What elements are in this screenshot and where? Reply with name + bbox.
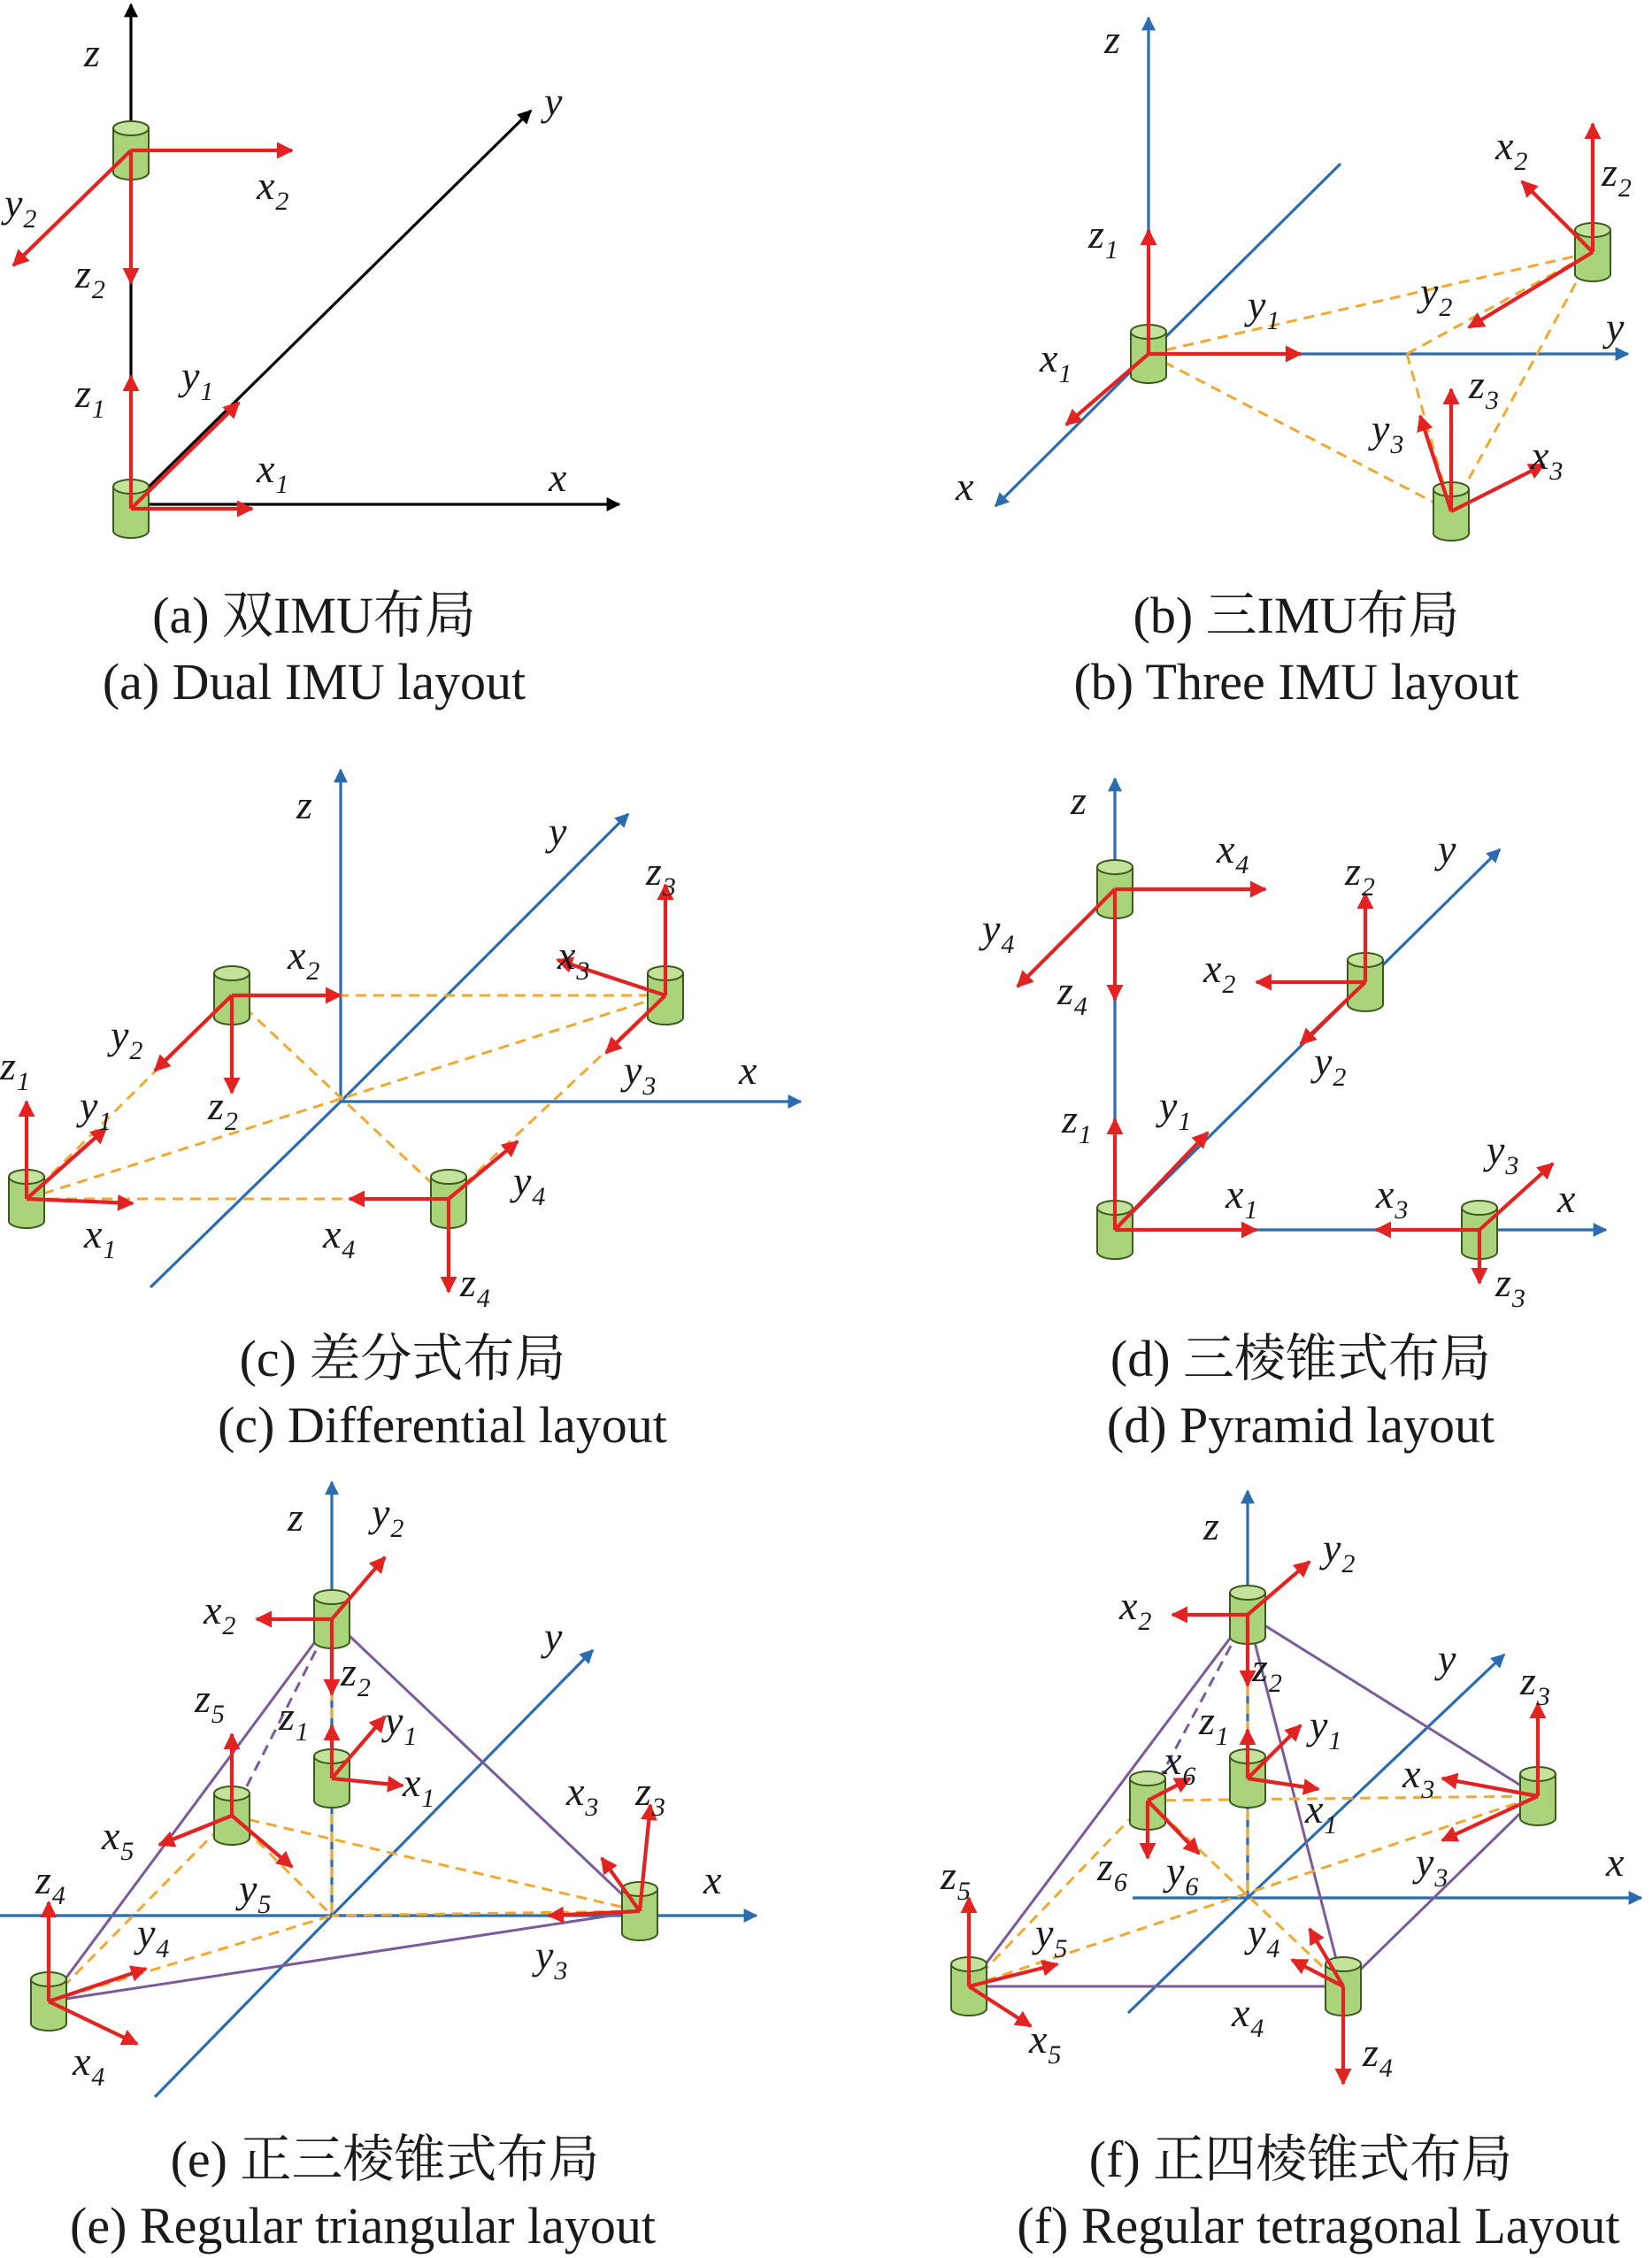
panel-f-y-label: y bbox=[1438, 1636, 1456, 1681]
panel-e-y1-arrow bbox=[332, 1717, 385, 1778]
panel-e-caption-en: (e) Regular triangular layout bbox=[70, 2197, 656, 2254]
panel-a-x1-label: $x_1$ bbox=[257, 446, 289, 499]
link-lines-layer bbox=[27, 252, 1593, 2001]
panel-d-x-label: x bbox=[1557, 1176, 1576, 1221]
panel-d-y4-label: $y_4$ bbox=[982, 906, 1015, 959]
global-axes-layer bbox=[0, 4, 1641, 2097]
panel-c-y1-label: $y_1$ bbox=[80, 1083, 112, 1136]
panel-e-y2-arrow bbox=[332, 1557, 385, 1619]
panel-d-x3-label: $x_3$ bbox=[1376, 1171, 1409, 1225]
panel-c-x4-label: $x_4$ bbox=[323, 1211, 356, 1264]
panel-e-x-label: x bbox=[703, 1857, 722, 1902]
panel-f-z5-label: $z_5$ bbox=[941, 1853, 971, 1906]
panel-c-y1-arrow bbox=[27, 1128, 106, 1199]
panel-a-caption-cn: (a) 双IMU布局 bbox=[152, 587, 476, 644]
panel-d-caption-en: (d) Pyramid layout bbox=[1106, 1396, 1495, 1454]
panel-f-y-axis bbox=[1248, 1655, 1504, 1898]
panel-c-y-axis-neg bbox=[150, 1102, 341, 1287]
panel-e-y2-label: $y_2$ bbox=[372, 1490, 404, 1543]
panel-d-y3-label: $y_3$ bbox=[1487, 1127, 1519, 1180]
panel-b-caption-cn: (b) 三IMU布局 bbox=[1133, 587, 1460, 644]
panel-b-z3-label: $z_3$ bbox=[1469, 362, 1499, 415]
panel-e-y3-label: $y_3$ bbox=[535, 1932, 568, 1985]
panel-c-y-label: y bbox=[549, 809, 567, 854]
panel-c-z4-label: $z_4$ bbox=[460, 1260, 490, 1313]
panel-e-y5-label: $y_5$ bbox=[239, 1866, 272, 1919]
panel-e-x2-label: $x_2$ bbox=[204, 1587, 236, 1640]
panel-c-z3-label: $z_3$ bbox=[646, 849, 676, 902]
panel-f-link-63 bbox=[1148, 1796, 1538, 1801]
panel-f-x-label: x bbox=[1606, 1839, 1625, 1885]
panel-e-x4-label: $x_4$ bbox=[73, 2039, 105, 2092]
panel-b-x1-arrow bbox=[1066, 354, 1149, 425]
panel-f-x6-label: $x_6$ bbox=[1164, 1738, 1196, 1791]
panel-c-caption-en: (c) Differential layout bbox=[218, 1396, 667, 1454]
panel-f-y1-label: $y_1$ bbox=[1310, 1702, 1342, 1755]
panel-f-x2-label: $x_2$ bbox=[1119, 1583, 1152, 1636]
panel-e-y4-label: $y_4$ bbox=[137, 1910, 170, 1963]
panel-f-x4-label: $x_4$ bbox=[1232, 1990, 1264, 2043]
panel-e-edge-a4 bbox=[49, 1619, 332, 2001]
panel-e-caption-cn: (e) 正三棱锥式布局 bbox=[170, 2131, 600, 2188]
panel-f-z1-label: $z_1$ bbox=[1199, 1698, 1229, 1751]
panel-b-y2-arrow bbox=[1469, 252, 1593, 327]
panel-c-y2-label: $y_2$ bbox=[111, 1012, 143, 1065]
panel-e-y1-label: $y_1$ bbox=[385, 1698, 418, 1751]
panel-d-x1-label: $x_1$ bbox=[1226, 1171, 1258, 1225]
panel-f-z6-label: $z_6$ bbox=[1097, 1844, 1127, 1897]
panel-f-x3-label: $x_3$ bbox=[1402, 1751, 1435, 1804]
panel-e-y-label: y bbox=[544, 1614, 563, 1659]
panel-a-z1-label: $z_1$ bbox=[75, 371, 105, 424]
panel-e-link-53 bbox=[232, 1816, 640, 1911]
panel-c-y2-arrow bbox=[155, 995, 232, 1071]
panel-d-y2-arrow bbox=[1301, 982, 1365, 1044]
panel-f-z-label: z bbox=[1203, 1503, 1219, 1548]
panel-c-y4-label: $y_4$ bbox=[513, 1158, 546, 1211]
panel-b-x-axis bbox=[995, 354, 1149, 506]
panel-f-edge-a3 bbox=[1248, 1615, 1538, 1796]
panel-f-y2-label: $y_2$ bbox=[1323, 1525, 1356, 1578]
panel-a-x-label: x bbox=[549, 455, 567, 500]
panel-f-z2-label: $z_2$ bbox=[1252, 1645, 1282, 1698]
imu-layer bbox=[9, 121, 1610, 2084]
panel-b-link-13 bbox=[1149, 354, 1451, 511]
panel-f-y-axis-neg bbox=[1128, 1898, 1248, 2013]
panel-d-x2-label: $x_2$ bbox=[1203, 946, 1236, 999]
panel-c-x3-label: $x_3$ bbox=[557, 933, 590, 986]
panel-c-x2-label: $x_2$ bbox=[288, 933, 320, 986]
panel-b-y-label: y bbox=[1606, 304, 1625, 349]
panel-a-y2-label: $y_2$ bbox=[4, 180, 37, 234]
panel-d-y1-arrow bbox=[1115, 1133, 1208, 1230]
panel-b-z1-label: $z_1$ bbox=[1088, 211, 1118, 265]
panel-b-z-label: z bbox=[1104, 17, 1120, 62]
panel-e-z-label: z bbox=[288, 1494, 304, 1540]
panel-a-y1-arrow bbox=[131, 403, 239, 509]
label-layer bbox=[0, 17, 1632, 2092]
panel-b-y3-label: $y_3$ bbox=[1372, 406, 1404, 459]
panel-f-caption-en: (f) Regular tetragonal Layout bbox=[1017, 2197, 1620, 2254]
panel-a-y-axis bbox=[131, 111, 531, 504]
panel-b-z2-label: $z_2$ bbox=[1602, 150, 1632, 203]
panel-f-z3-label: $z_3$ bbox=[1520, 1658, 1550, 1711]
panel-d-x4-label: $x_4$ bbox=[1217, 826, 1249, 879]
panel-d-z3-label: $z_3$ bbox=[1495, 1260, 1525, 1313]
panel-b-x1-label: $x_1$ bbox=[1040, 335, 1072, 388]
panel-a-z-label: z bbox=[84, 30, 100, 75]
panel-b-x-axis-neg bbox=[1149, 164, 1341, 354]
panel-c-x1-label: $x_1$ bbox=[84, 1211, 117, 1264]
panel-b-caption-en: (b) Three IMU layout bbox=[1073, 653, 1519, 710]
panel-e-z5-label: $z_5$ bbox=[195, 1676, 225, 1729]
panel-d-y-label: y bbox=[1438, 826, 1456, 872]
panel-b-x-label: x bbox=[956, 464, 974, 509]
panel-e-z2-label: $z_2$ bbox=[341, 1649, 371, 1702]
panel-b-y1-label: $y_1$ bbox=[1248, 282, 1280, 335]
panel-d-z4-label: $z_4$ bbox=[1057, 968, 1087, 1021]
panel-e-z4-label: $z_4$ bbox=[35, 1857, 65, 1910]
panel-e-x5-label: $x_5$ bbox=[102, 1813, 134, 1866]
panel-b-x2-arrow bbox=[1522, 181, 1593, 252]
panel-b-x3-label: $x_3$ bbox=[1531, 433, 1564, 486]
panel-f-x5-label: $x_5$ bbox=[1029, 2016, 1062, 2070]
panel-b-link-12 bbox=[1149, 252, 1593, 354]
panel-f-y6-label: $y_6$ bbox=[1166, 1848, 1199, 1901]
panel-a-z2-label: $z_2$ bbox=[75, 251, 105, 304]
panel-f-y5-label: $y_5$ bbox=[1035, 1910, 1068, 1963]
panel-d-z1-label: $z_1$ bbox=[1062, 1096, 1092, 1149]
panel-a-y-label: y bbox=[544, 79, 563, 124]
panel-f-y4-label: $y_4$ bbox=[1248, 1910, 1280, 1963]
panel-e-z1-label: $z_1$ bbox=[279, 1694, 309, 1747]
panel-a-y1-label: $y_1$ bbox=[181, 353, 214, 406]
panel-c-z2-label: $z_2$ bbox=[208, 1083, 238, 1136]
panel-d-y1-label: $y_1$ bbox=[1159, 1083, 1192, 1136]
panel-c-y3-label: $y_3$ bbox=[624, 1048, 657, 1101]
panel-a-x2-label: $x_2$ bbox=[257, 163, 289, 216]
panel-e-z3-label: $z_3$ bbox=[635, 1769, 665, 1822]
panel-f-x1-label: $x_1$ bbox=[1305, 1786, 1338, 1839]
panel-f-y3-label: $y_3$ bbox=[1416, 1839, 1448, 1893]
panel-d-y2-label: $y_2$ bbox=[1314, 1039, 1347, 1092]
panel-f-z4-label: $z_4$ bbox=[1363, 2030, 1393, 2083]
panel-b-x2-label: $x_2$ bbox=[1495, 123, 1528, 176]
panel-e-x3-label: $x_3$ bbox=[566, 1769, 599, 1822]
panel-c-x-label: x bbox=[739, 1048, 757, 1093]
panel-c-z-label: z bbox=[296, 782, 312, 827]
panel-a-caption-en: (a) Dual IMU layout bbox=[102, 653, 526, 710]
caption-layer bbox=[70, 587, 1620, 2254]
panel-d-caption-cn: (d) 三棱锥式布局 bbox=[1110, 1330, 1492, 1387]
panel-d-z2-label: $z_2$ bbox=[1345, 849, 1375, 902]
panel-e-x1-label: $x_1$ bbox=[403, 1760, 435, 1813]
panel-c-z1-label: $z_1$ bbox=[0, 1043, 30, 1096]
panel-b-y2-label: $y_2$ bbox=[1420, 269, 1453, 322]
panel-d-z-label: z bbox=[1071, 778, 1087, 823]
panel-f-caption-cn: (f) 正四棱锥式布局 bbox=[1088, 2131, 1513, 2188]
panel-c-caption-cn: (c) 差分式布局 bbox=[239, 1330, 566, 1387]
